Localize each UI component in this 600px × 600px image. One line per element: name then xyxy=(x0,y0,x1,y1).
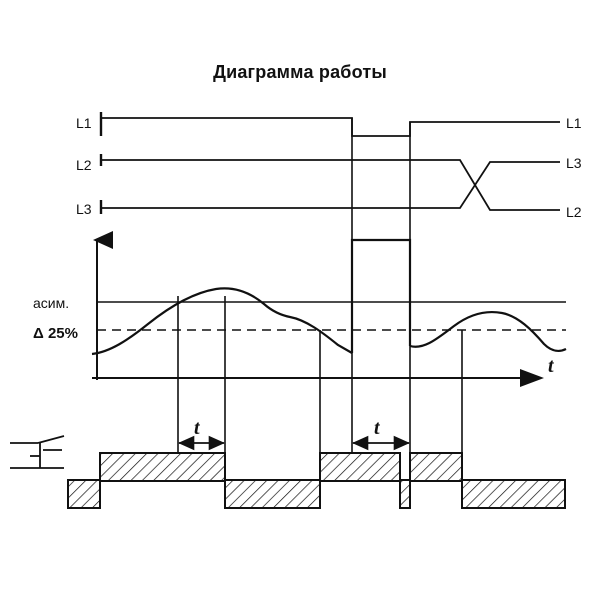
asymmetry-label: асим. xyxy=(33,295,70,311)
page-title: Диаграмма работы xyxy=(213,62,387,82)
phase-label-left-l2: L2 xyxy=(76,157,92,173)
phase-label-left-l3: L3 xyxy=(76,201,92,217)
time-axis-label: t xyxy=(548,355,554,377)
relay-contact-icon xyxy=(10,436,64,468)
interval-marker-1 xyxy=(179,417,224,443)
interval-marker-2 xyxy=(353,417,409,443)
phase-label-right-l3: L3 xyxy=(566,155,582,171)
contact-state-waveform xyxy=(68,453,565,508)
waveform-l3 xyxy=(101,162,560,214)
threshold-label: Δ 25% xyxy=(33,325,78,342)
analog-axes xyxy=(92,240,540,380)
waveform-l1 xyxy=(101,112,560,136)
asymmetry-curve xyxy=(92,240,566,354)
interval-label-1: t xyxy=(194,417,200,439)
phase-label-left-l1: L1 xyxy=(76,115,92,131)
phase-label-right-l1: L1 xyxy=(566,115,582,131)
transition-guides xyxy=(178,118,462,470)
phase-label-right-l2: L2 xyxy=(566,204,582,220)
interval-label-2: t xyxy=(374,417,380,439)
